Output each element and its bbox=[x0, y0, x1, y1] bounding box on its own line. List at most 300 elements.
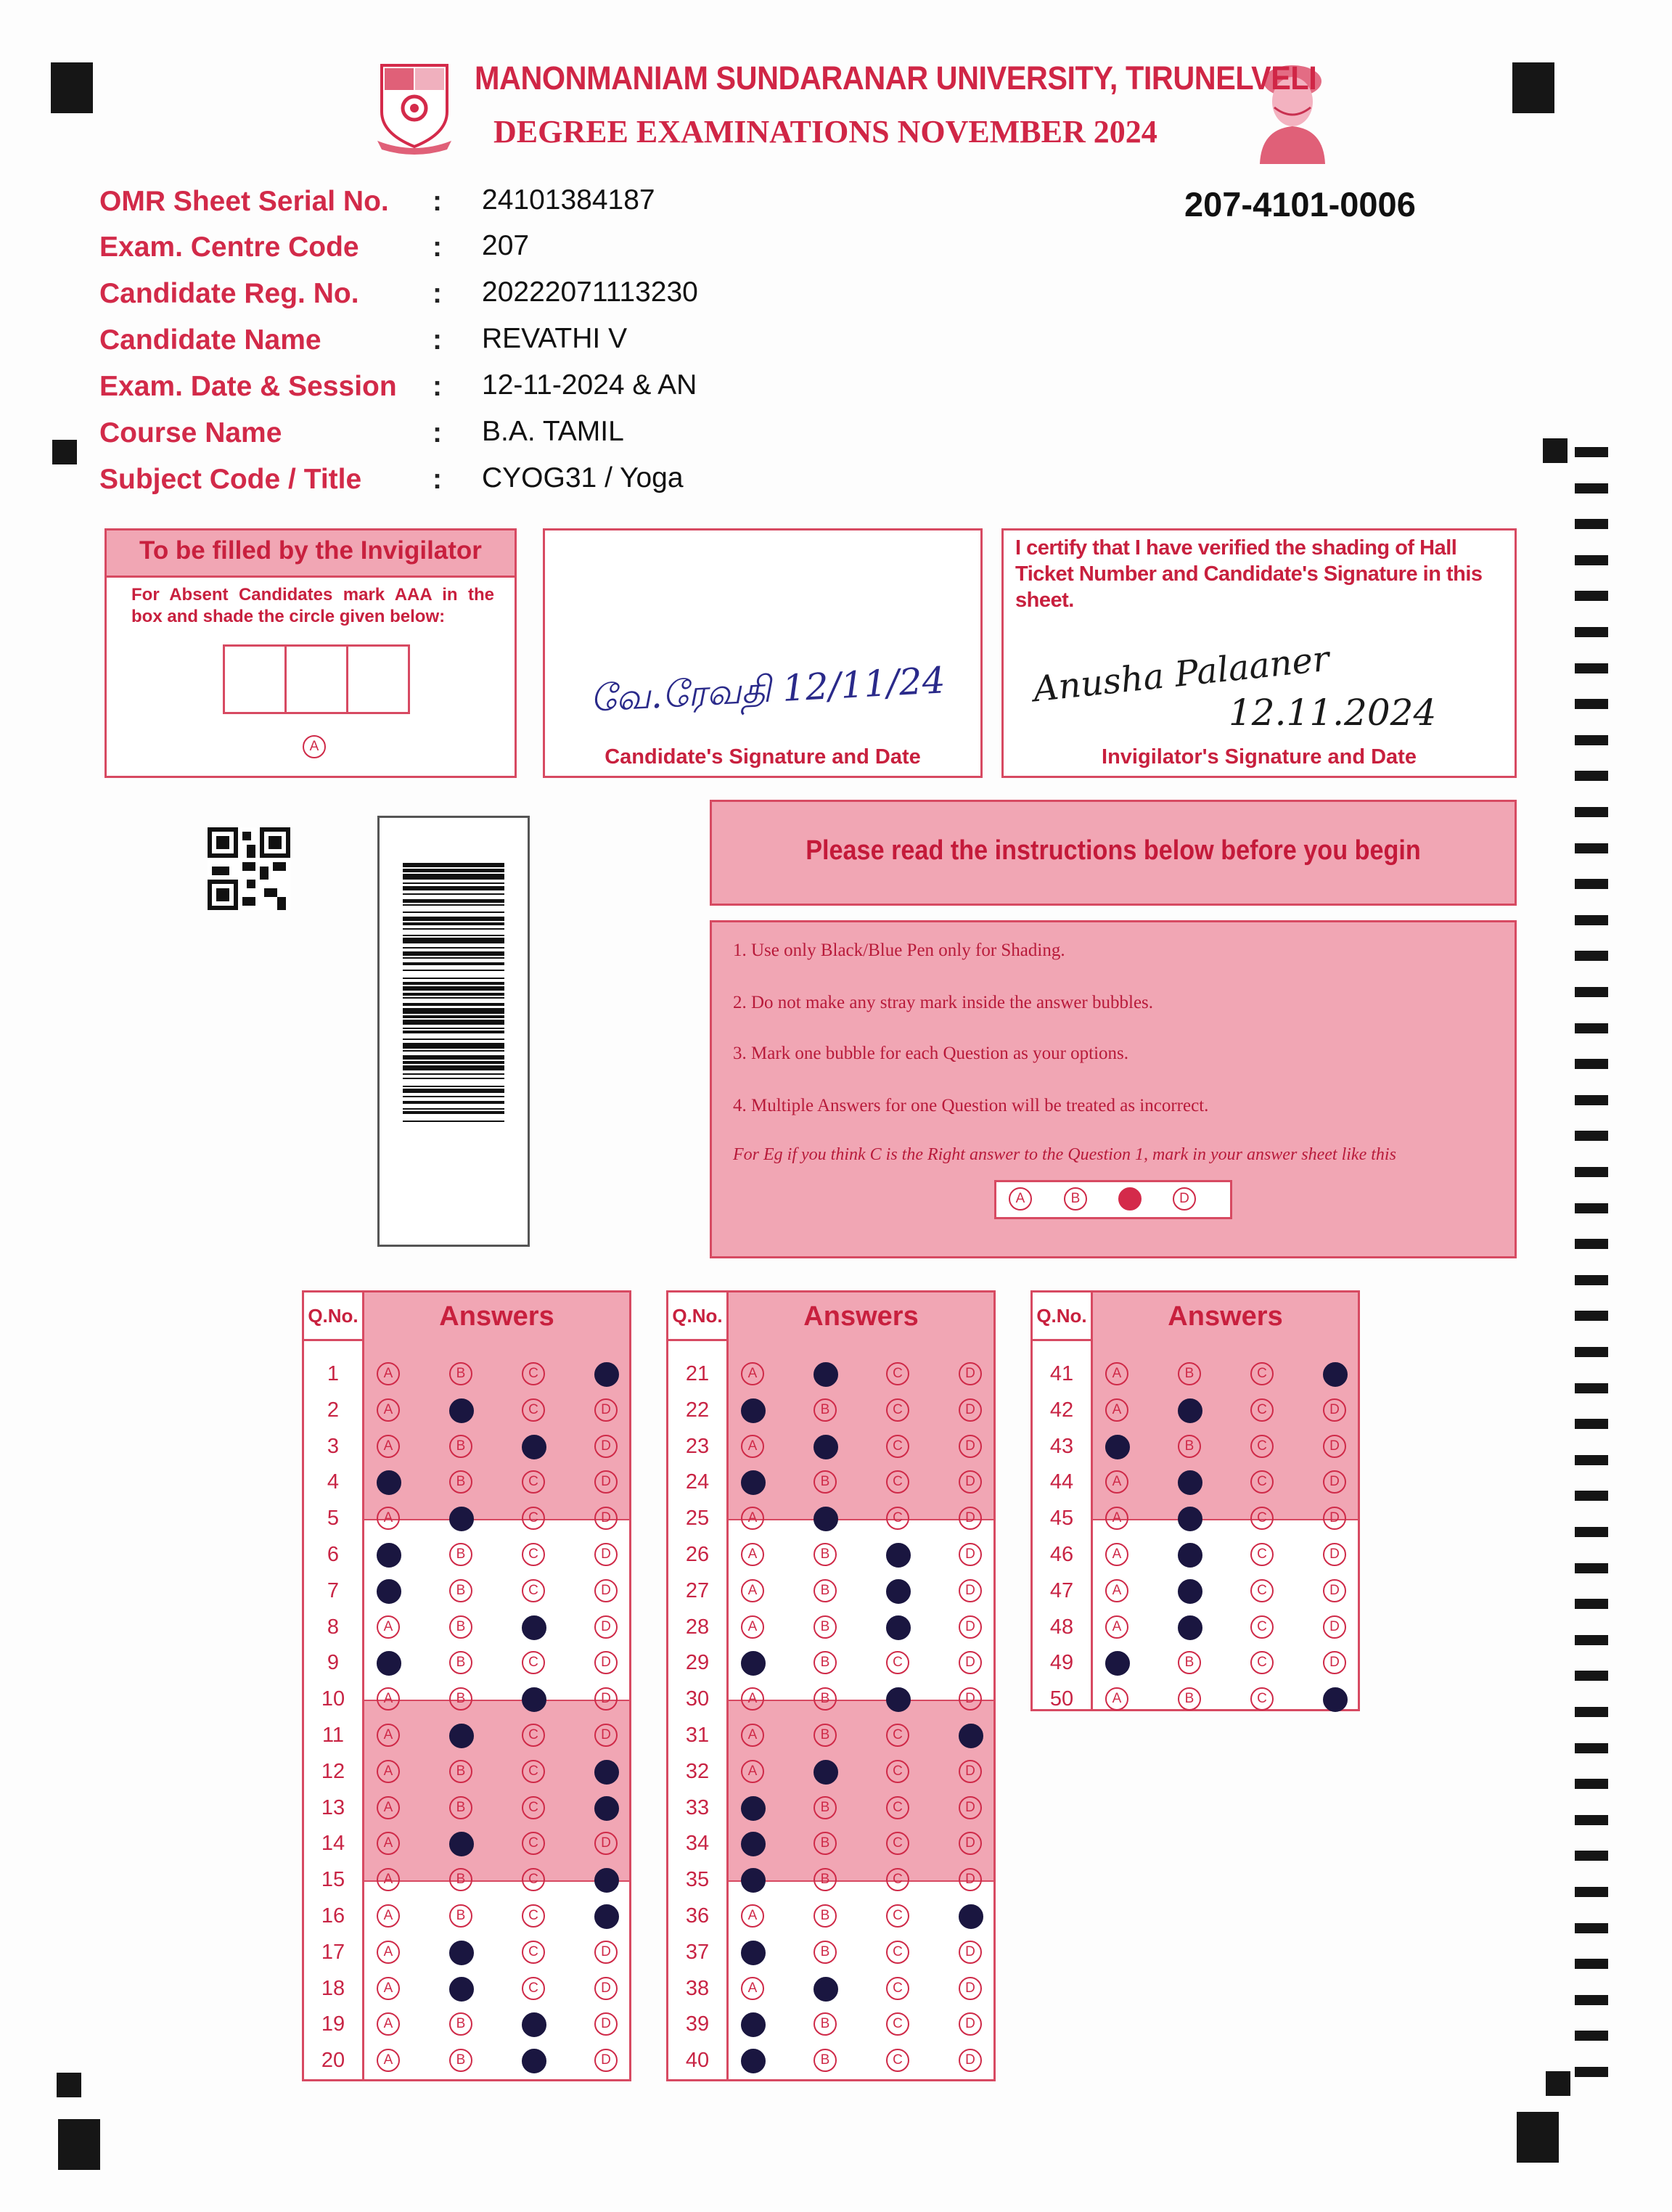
answer-bubble-d[interactable]: D bbox=[594, 1543, 618, 1566]
answer-bubble-c[interactable]: C bbox=[1250, 1615, 1274, 1639]
answer-bubble-c[interactable]: C bbox=[522, 1362, 545, 1385]
answer-bubble-c[interactable]: C bbox=[1250, 1579, 1274, 1602]
timing-mark bbox=[1575, 1743, 1608, 1753]
answer-bubble-d[interactable] bbox=[959, 1724, 983, 1748]
answer-bubble-c[interactable]: C bbox=[886, 1362, 909, 1385]
answer-bubble-b[interactable]: B bbox=[449, 1760, 472, 1783]
answer-bubble-b[interactable]: B bbox=[449, 1470, 472, 1494]
barcode-bar bbox=[403, 1031, 504, 1033]
info-label: Exam. Centre Code bbox=[99, 232, 359, 263]
answer-bubble-a[interactable]: A bbox=[1105, 1398, 1128, 1422]
answer-bubble-d[interactable] bbox=[594, 1904, 619, 1929]
answer-bubble-b[interactable] bbox=[814, 1362, 838, 1387]
answer-bubble-a[interactable]: A bbox=[1105, 1687, 1128, 1711]
example-bubble-a: A bbox=[1009, 1187, 1032, 1211]
barcode-bar bbox=[403, 899, 504, 902]
answer-bubble-a[interactable]: A bbox=[1105, 1615, 1128, 1639]
answer-bubble-c[interactable]: C bbox=[522, 1470, 545, 1494]
answer-bubble-c[interactable]: C bbox=[886, 1651, 909, 1674]
barcode-box bbox=[377, 816, 530, 1247]
answer-bubble-b[interactable]: B bbox=[814, 2049, 837, 2072]
registration-mark-right-top bbox=[1543, 438, 1568, 463]
university-name: MANONMANIAM SUNDARANAR UNIVERSITY, TIRUNELVELI bbox=[475, 60, 1317, 97]
answer-bubble-d[interactable]: D bbox=[594, 1941, 618, 1964]
timing-mark bbox=[1575, 1923, 1608, 1933]
answer-bubble-d[interactable]: D bbox=[959, 1615, 982, 1639]
answer-bubble-b[interactable]: B bbox=[814, 1796, 837, 1819]
answer-bubble-a[interactable]: A bbox=[741, 1724, 764, 1747]
timing-mark bbox=[1575, 663, 1608, 673]
answer-bubble-c[interactable] bbox=[886, 1687, 911, 1712]
barcode-bar bbox=[403, 1050, 504, 1052]
answer-bubble-c[interactable] bbox=[522, 1435, 546, 1459]
question-number: 3 bbox=[327, 1434, 340, 1458]
answer-bubble-a[interactable]: A bbox=[377, 1615, 400, 1639]
answer-bubble-c[interactable]: C bbox=[886, 1398, 909, 1422]
answer-bubble-d[interactable]: D bbox=[959, 1796, 982, 1819]
answer-bubble-c[interactable]: C bbox=[1250, 1687, 1274, 1711]
barcode-bar bbox=[403, 917, 504, 921]
answer-bubble-d[interactable]: D bbox=[594, 1615, 618, 1639]
question-number: 10 bbox=[321, 1687, 345, 1711]
answer-bubble-b[interactable] bbox=[814, 1435, 838, 1459]
answer-table bbox=[302, 1290, 631, 2081]
barcode-bar bbox=[403, 982, 504, 985]
answer-bubble-c[interactable]: C bbox=[522, 1904, 545, 1928]
answer-bubble-d[interactable] bbox=[1323, 1362, 1348, 1387]
answer-table bbox=[666, 1290, 996, 2081]
row-group-divider bbox=[729, 1880, 993, 1882]
answer-bubble-b[interactable]: B bbox=[449, 1904, 472, 1928]
answer-bubble-b[interactable]: B bbox=[814, 2012, 837, 2036]
answer-bubble-c[interactable]: C bbox=[522, 1507, 545, 1530]
answer-bubble-b[interactable] bbox=[449, 1977, 474, 2002]
absent-box-2[interactable] bbox=[284, 644, 348, 714]
timing-mark bbox=[1575, 915, 1608, 925]
answer-bubble-d[interactable]: D bbox=[959, 1543, 982, 1566]
answer-bubble-b[interactable] bbox=[1178, 1398, 1202, 1423]
answer-bubble-b[interactable]: B bbox=[449, 1687, 472, 1711]
answer-bubble-c[interactable] bbox=[522, 2012, 546, 2037]
answer-bubble-d[interactable]: D bbox=[959, 1507, 982, 1530]
timing-mark bbox=[1575, 1707, 1608, 1717]
answer-bubble-d[interactable]: D bbox=[959, 1362, 982, 1385]
answer-bubble-b[interactable]: B bbox=[449, 1796, 472, 1819]
answer-bubble-c[interactable]: C bbox=[522, 1760, 545, 1783]
barcode-bar bbox=[403, 1086, 504, 1087]
row-group-divider bbox=[729, 1519, 993, 1520]
info-separator: : bbox=[433, 464, 442, 495]
answer-bubble-c[interactable] bbox=[522, 2049, 546, 2073]
answer-bubble-b[interactable] bbox=[814, 1760, 838, 1785]
university-logo bbox=[374, 61, 454, 155]
barcode-bar bbox=[403, 922, 504, 925]
question-number: 31 bbox=[685, 1724, 710, 1747]
answer-bubble-a[interactable] bbox=[1105, 1435, 1130, 1459]
info-label: Candidate Name bbox=[99, 324, 321, 356]
answer-bubble-c[interactable] bbox=[522, 1687, 546, 1712]
answer-bubble-a[interactable]: A bbox=[377, 1977, 400, 2000]
answer-bubble-b[interactable]: B bbox=[814, 1615, 837, 1639]
answer-bubble-d[interactable]: D bbox=[594, 1398, 618, 1422]
answers-header: Answers bbox=[1093, 1293, 1358, 1341]
answer-bubble-a[interactable]: A bbox=[377, 1687, 400, 1711]
answer-bubble-b[interactable]: B bbox=[449, 2012, 472, 2036]
answer-bubble-a[interactable]: A bbox=[377, 1868, 400, 1891]
answer-bubble-d[interactable]: D bbox=[594, 1470, 618, 1494]
barcode-bar bbox=[403, 904, 504, 906]
answer-bubble-a[interactable]: A bbox=[741, 1904, 764, 1928]
row-group-shade bbox=[364, 1338, 629, 1520]
barcode-bar bbox=[403, 1121, 504, 1122]
info-separator: : bbox=[433, 232, 442, 263]
barcode-bar bbox=[403, 938, 504, 943]
answer-bubble-c[interactable]: C bbox=[886, 1941, 909, 1964]
answer-bubble-c[interactable]: C bbox=[1250, 1543, 1274, 1566]
answer-bubble-d[interactable]: D bbox=[594, 1651, 618, 1674]
candidate-signature: வே.ரேவதி 12/11/24 bbox=[589, 659, 946, 720]
answer-bubble-d[interactable] bbox=[594, 1760, 619, 1785]
answer-bubble-d[interactable]: D bbox=[959, 2012, 982, 2036]
barcode-bar bbox=[403, 951, 504, 956]
answer-bubble-c[interactable]: C bbox=[1250, 1470, 1274, 1494]
timing-mark bbox=[1575, 1131, 1608, 1141]
answer-bubble-a[interactable] bbox=[741, 2012, 766, 2037]
answer-bubble-d[interactable]: D bbox=[959, 1435, 982, 1458]
answers-header: Answers bbox=[364, 1293, 629, 1341]
answer-bubble-d[interactable] bbox=[594, 1868, 619, 1893]
answer-bubble-b[interactable]: B bbox=[449, 1362, 472, 1385]
answer-bubble-b[interactable]: B bbox=[449, 1435, 472, 1458]
answer-bubble-d[interactable]: D bbox=[1323, 1507, 1346, 1530]
timing-mark bbox=[1575, 1635, 1608, 1645]
timing-mark bbox=[1575, 1527, 1608, 1537]
answer-bubble-d[interactable]: D bbox=[959, 1832, 982, 1855]
answer-bubble-b[interactable] bbox=[1178, 1579, 1202, 1604]
answer-bubble-a[interactable] bbox=[741, 1651, 766, 1676]
answer-bubble-d[interactable]: D bbox=[959, 1687, 982, 1711]
answer-bubble-b[interactable]: B bbox=[814, 1543, 837, 1566]
answer-bubble-b[interactable]: B bbox=[814, 1470, 837, 1494]
answer-bubble-c[interactable]: C bbox=[522, 1398, 545, 1422]
answer-bubble-a[interactable]: A bbox=[741, 1615, 764, 1639]
answer-bubble-c[interactable]: C bbox=[886, 1904, 909, 1928]
answer-bubble-c[interactable]: C bbox=[522, 1832, 545, 1855]
timing-mark bbox=[1575, 1959, 1608, 1969]
answer-bubble-d[interactable]: D bbox=[594, 1507, 618, 1530]
answer-bubble-d[interactable]: D bbox=[594, 1579, 618, 1602]
answer-bubble-a[interactable]: A bbox=[377, 1724, 400, 1747]
answer-bubble-b[interactable]: B bbox=[814, 1651, 837, 1674]
barcode-bar bbox=[403, 1039, 504, 1040]
answer-bubble-a[interactable]: A bbox=[741, 1687, 764, 1711]
answer-bubble-a[interactable]: A bbox=[377, 2049, 400, 2072]
barcode-bar bbox=[403, 993, 504, 996]
answer-bubble-a[interactable]: A bbox=[377, 1435, 400, 1458]
answer-bubble-a[interactable]: A bbox=[1105, 1543, 1128, 1566]
answer-bubble-a[interactable]: A bbox=[741, 1543, 764, 1566]
answer-bubble-d[interactable] bbox=[1323, 1687, 1348, 1712]
answer-bubble-c[interactable]: C bbox=[1250, 1362, 1274, 1385]
question-number: 35 bbox=[685, 1868, 710, 1892]
answer-bubble-c[interactable]: C bbox=[886, 1435, 909, 1458]
instruction-banner-text: Please read the instructions below before you begin bbox=[806, 835, 1421, 866]
answer-bubble-a[interactable]: A bbox=[741, 1507, 764, 1530]
answer-bubble-d[interactable]: D bbox=[959, 1398, 982, 1422]
answer-bubble-a[interactable]: A bbox=[741, 1977, 764, 2000]
answer-bubble-c[interactable]: C bbox=[522, 1868, 545, 1891]
answer-bubble-d[interactable]: D bbox=[959, 1470, 982, 1494]
answer-bubble-c[interactable] bbox=[886, 1543, 911, 1568]
answer-bubble-a[interactable]: A bbox=[741, 1435, 764, 1458]
answer-bubble-c[interactable]: C bbox=[522, 1977, 545, 2000]
answer-bubble-d[interactable]: D bbox=[1323, 1470, 1346, 1494]
answer-bubble-b[interactable]: B bbox=[449, 1579, 472, 1602]
answer-bubble-d[interactable]: D bbox=[959, 1941, 982, 1964]
question-number: 19 bbox=[321, 2012, 345, 2036]
answer-bubble-c[interactable]: C bbox=[522, 1579, 545, 1602]
answer-bubble-c[interactable]: C bbox=[522, 1941, 545, 1964]
answer-bubble-a[interactable]: A bbox=[741, 1362, 764, 1385]
answer-bubble-d[interactable]: D bbox=[959, 2049, 982, 2072]
answer-bubble-d[interactable]: D bbox=[594, 1977, 618, 2000]
answer-bubble-b[interactable] bbox=[1178, 1615, 1202, 1640]
answer-bubble-c[interactable]: C bbox=[522, 1796, 545, 1819]
timing-mark bbox=[1575, 1311, 1608, 1321]
answer-bubble-b[interactable]: B bbox=[814, 1832, 837, 1855]
answer-bubble-b[interactable] bbox=[1178, 1543, 1202, 1568]
answer-bubble-a[interactable] bbox=[741, 1941, 766, 1965]
answer-bubble-b[interactable]: B bbox=[449, 1543, 472, 1566]
answer-bubble-a[interactable] bbox=[377, 1651, 401, 1676]
answer-bubble-c[interactable]: C bbox=[886, 1507, 909, 1530]
answer-bubble-c[interactable] bbox=[522, 1615, 546, 1640]
absent-box-3[interactable] bbox=[346, 644, 410, 714]
timing-mark bbox=[1575, 1815, 1608, 1825]
absent-bubble[interactable]: A bbox=[303, 735, 326, 758]
answer-bubble-a[interactable]: A bbox=[377, 1941, 400, 1964]
timing-mark bbox=[1575, 735, 1608, 745]
answer-bubble-c[interactable]: C bbox=[1250, 1651, 1274, 1674]
certify-text: I certify that I have verified the shading of Hall Ticket Number and Candidate's Signature in this sheet. bbox=[1015, 536, 1483, 612]
answer-bubble-a[interactable] bbox=[741, 1398, 766, 1423]
answer-bubble-a[interactable]: A bbox=[377, 1832, 400, 1855]
answer-bubble-c[interactable]: C bbox=[886, 2012, 909, 2036]
answer-bubble-d[interactable]: D bbox=[1323, 1651, 1346, 1674]
question-number: 20 bbox=[321, 2049, 345, 2073]
info-value: B.A. TAMIL bbox=[482, 416, 624, 447]
answer-bubble-b[interactable]: B bbox=[1178, 1687, 1201, 1711]
answer-bubble-c[interactable]: C bbox=[1250, 1435, 1274, 1458]
answer-bubble-a[interactable]: A bbox=[377, 2012, 400, 2036]
timing-mark bbox=[1575, 1203, 1608, 1213]
answer-bubble-a[interactable]: A bbox=[377, 1398, 400, 1422]
info-separator: : bbox=[433, 324, 442, 356]
answer-bubble-d[interactable]: D bbox=[959, 1760, 982, 1783]
answer-bubble-a[interactable]: A bbox=[1105, 1470, 1128, 1494]
answer-bubble-b[interactable]: B bbox=[814, 1868, 837, 1891]
question-number: 23 bbox=[685, 1434, 710, 1458]
answer-bubble-b[interactable] bbox=[449, 1398, 474, 1423]
answer-bubble-b[interactable] bbox=[1178, 1507, 1202, 1531]
answer-bubble-d[interactable] bbox=[594, 1362, 619, 1387]
info-label: Exam. Date & Session bbox=[99, 371, 397, 402]
answer-bubble-a[interactable]: A bbox=[377, 1760, 400, 1783]
answer-bubble-b[interactable]: B bbox=[449, 1651, 472, 1674]
invigilator-signature-name: Anusha Palaaner bbox=[1031, 638, 1332, 710]
question-number: 11 bbox=[321, 1724, 345, 1747]
absent-box-1[interactable] bbox=[223, 644, 287, 714]
answer-bubble-c[interactable]: C bbox=[886, 1760, 909, 1783]
barcode-bar bbox=[403, 1003, 504, 1006]
answer-bubble-a[interactable]: A bbox=[741, 1579, 764, 1602]
row-group-divider bbox=[364, 1880, 629, 1882]
answer-bubble-c[interactable]: C bbox=[886, 1724, 909, 1747]
answer-bubble-c[interactable]: C bbox=[522, 1543, 545, 1566]
answer-bubble-c[interactable]: C bbox=[522, 1651, 545, 1674]
barcode-bar bbox=[403, 886, 504, 890]
timing-mark bbox=[1575, 1419, 1608, 1429]
answer-bubble-c[interactable]: C bbox=[1250, 1507, 1274, 1530]
row-group-divider bbox=[1093, 1519, 1358, 1520]
question-number: 25 bbox=[685, 1507, 710, 1531]
answer-bubble-b[interactable] bbox=[449, 1507, 474, 1531]
registration-mark-left bbox=[52, 440, 77, 464]
answer-bubble-b[interactable]: B bbox=[1178, 1362, 1201, 1385]
row-group-shade bbox=[729, 1700, 993, 1882]
answer-bubble-b[interactable]: B bbox=[814, 1579, 837, 1602]
answer-bubble-b[interactable]: B bbox=[1178, 1435, 1201, 1458]
timing-mark bbox=[1575, 555, 1608, 565]
barcode-bar bbox=[403, 1101, 504, 1104]
answer-bubble-a[interactable] bbox=[1105, 1651, 1130, 1676]
answer-bubble-d[interactable]: D bbox=[594, 1832, 618, 1855]
question-number: 39 bbox=[685, 2012, 710, 2036]
barcode-bar bbox=[403, 986, 504, 991]
barcode-bar bbox=[403, 1028, 504, 1029]
answer-bubble-a[interactable]: A bbox=[1105, 1507, 1128, 1530]
answer-bubble-d[interactable]: D bbox=[594, 2012, 618, 2036]
answer-bubble-b[interactable] bbox=[814, 1507, 838, 1531]
answer-bubble-b[interactable]: B bbox=[814, 1941, 837, 1964]
instruction-4: 4. Multiple Answers for one Question will be treated as incorrect. bbox=[733, 1096, 1209, 1115]
barcode-bar bbox=[403, 957, 504, 959]
answer-bubble-a[interactable]: A bbox=[1105, 1362, 1128, 1385]
barcode-bar bbox=[403, 947, 504, 949]
answer-bubble-b[interactable] bbox=[449, 1724, 474, 1748]
answer-bubble-b[interactable]: B bbox=[1178, 1651, 1201, 1674]
answer-bubble-a[interactable]: A bbox=[377, 1362, 400, 1385]
answer-bubble-d[interactable] bbox=[959, 1904, 983, 1929]
answer-bubble-a[interactable] bbox=[741, 1796, 766, 1821]
answer-bubble-d[interactable]: D bbox=[594, 1724, 618, 1747]
question-number: 43 bbox=[1049, 1434, 1074, 1458]
answer-bubble-a[interactable]: A bbox=[377, 1796, 400, 1819]
answer-bubble-d[interactable]: D bbox=[959, 1868, 982, 1891]
answer-bubble-c[interactable]: C bbox=[886, 1977, 909, 2000]
answer-bubble-c[interactable]: C bbox=[886, 1868, 909, 1891]
answer-bubble-a[interactable]: A bbox=[741, 1760, 764, 1783]
answer-bubble-b[interactable]: B bbox=[814, 1904, 837, 1928]
invigilator-box-title: To be filled by the Invigilator bbox=[139, 536, 482, 565]
question-number: 13 bbox=[321, 1795, 345, 1819]
answer-bubble-b[interactable]: B bbox=[449, 1868, 472, 1891]
answer-bubble-d[interactable]: D bbox=[1323, 1398, 1346, 1422]
answer-bubble-d[interactable]: D bbox=[959, 1651, 982, 1674]
qno-header: Q.No. bbox=[1033, 1293, 1093, 1341]
question-number: 38 bbox=[685, 1976, 710, 2000]
question-number: 44 bbox=[1049, 1470, 1074, 1494]
timing-mark bbox=[1575, 879, 1608, 889]
answer-bubble-d[interactable]: D bbox=[1323, 1435, 1346, 1458]
answer-bubble-d[interactable] bbox=[594, 1796, 619, 1821]
answer-bubble-c[interactable] bbox=[886, 1579, 911, 1604]
info-separator: : bbox=[433, 371, 442, 402]
barcode-bar bbox=[403, 893, 504, 895]
question-number: 47 bbox=[1049, 1578, 1074, 1602]
question-number: 2 bbox=[327, 1398, 340, 1422]
answer-bubble-d[interactable]: D bbox=[959, 1977, 982, 2000]
answer-bubble-a[interactable] bbox=[377, 1543, 401, 1568]
question-number: 18 bbox=[321, 1976, 345, 2000]
answer-bubble-b[interactable]: B bbox=[814, 1724, 837, 1747]
answer-bubble-b[interactable] bbox=[449, 1941, 474, 1965]
example-bubble-b: B bbox=[1064, 1187, 1087, 1211]
answer-bubble-d[interactable]: D bbox=[1323, 1579, 1346, 1602]
answer-bubble-b[interactable]: B bbox=[449, 2049, 472, 2072]
answer-bubble-d[interactable]: D bbox=[959, 1579, 982, 1602]
answer-bubble-b[interactable]: B bbox=[814, 1398, 837, 1422]
question-number: 16 bbox=[321, 1904, 345, 1928]
answer-bubble-c[interactable]: C bbox=[886, 1796, 909, 1819]
answer-bubble-c[interactable]: C bbox=[886, 2049, 909, 2072]
answer-bubble-d[interactable]: D bbox=[594, 2049, 618, 2072]
barcode-bar bbox=[403, 962, 504, 965]
answer-bubble-d[interactable]: D bbox=[1323, 1615, 1346, 1639]
barcode-bar bbox=[403, 1015, 504, 1018]
timing-mark bbox=[1575, 591, 1608, 601]
answer-bubble-d[interactable]: D bbox=[594, 1687, 618, 1711]
registration-mark-top-left bbox=[51, 62, 93, 113]
info-value: REVATHI V bbox=[482, 323, 628, 354]
answer-bubble-b[interactable] bbox=[814, 1977, 838, 2002]
barcode-bar bbox=[403, 874, 504, 880]
question-number: 30 bbox=[685, 1687, 710, 1711]
answer-bubble-d[interactable]: D bbox=[1323, 1543, 1346, 1566]
answer-bubble-a[interactable]: A bbox=[377, 1904, 400, 1928]
answer-bubble-c[interactable]: C bbox=[1250, 1398, 1274, 1422]
answer-bubble-b[interactable]: B bbox=[814, 1687, 837, 1711]
barcode-bar bbox=[403, 928, 504, 930]
answer-bubble-c[interactable]: C bbox=[886, 1470, 909, 1494]
answer-bubble-c[interactable]: C bbox=[886, 1832, 909, 1855]
registration-mark-right-bottom bbox=[1546, 2071, 1570, 2096]
answer-bubble-a[interactable] bbox=[741, 2049, 766, 2073]
question-number: 1 bbox=[327, 1362, 340, 1385]
answer-bubble-a[interactable] bbox=[377, 1579, 401, 1604]
answer-bubble-c[interactable] bbox=[886, 1615, 911, 1640]
answer-bubble-c[interactable]: C bbox=[522, 1724, 545, 1747]
timing-mark bbox=[1575, 1167, 1608, 1177]
barcode-bar bbox=[403, 1055, 504, 1060]
answer-bubble-b[interactable]: B bbox=[449, 1615, 472, 1639]
question-number: 36 bbox=[685, 1904, 710, 1928]
answer-bubble-a[interactable]: A bbox=[377, 1507, 400, 1530]
question-number: 37 bbox=[685, 1940, 710, 1964]
answer-bubble-a[interactable]: A bbox=[1105, 1579, 1128, 1602]
answer-bubble-d[interactable]: D bbox=[594, 1435, 618, 1458]
answer-bubble-a[interactable] bbox=[741, 1868, 766, 1893]
